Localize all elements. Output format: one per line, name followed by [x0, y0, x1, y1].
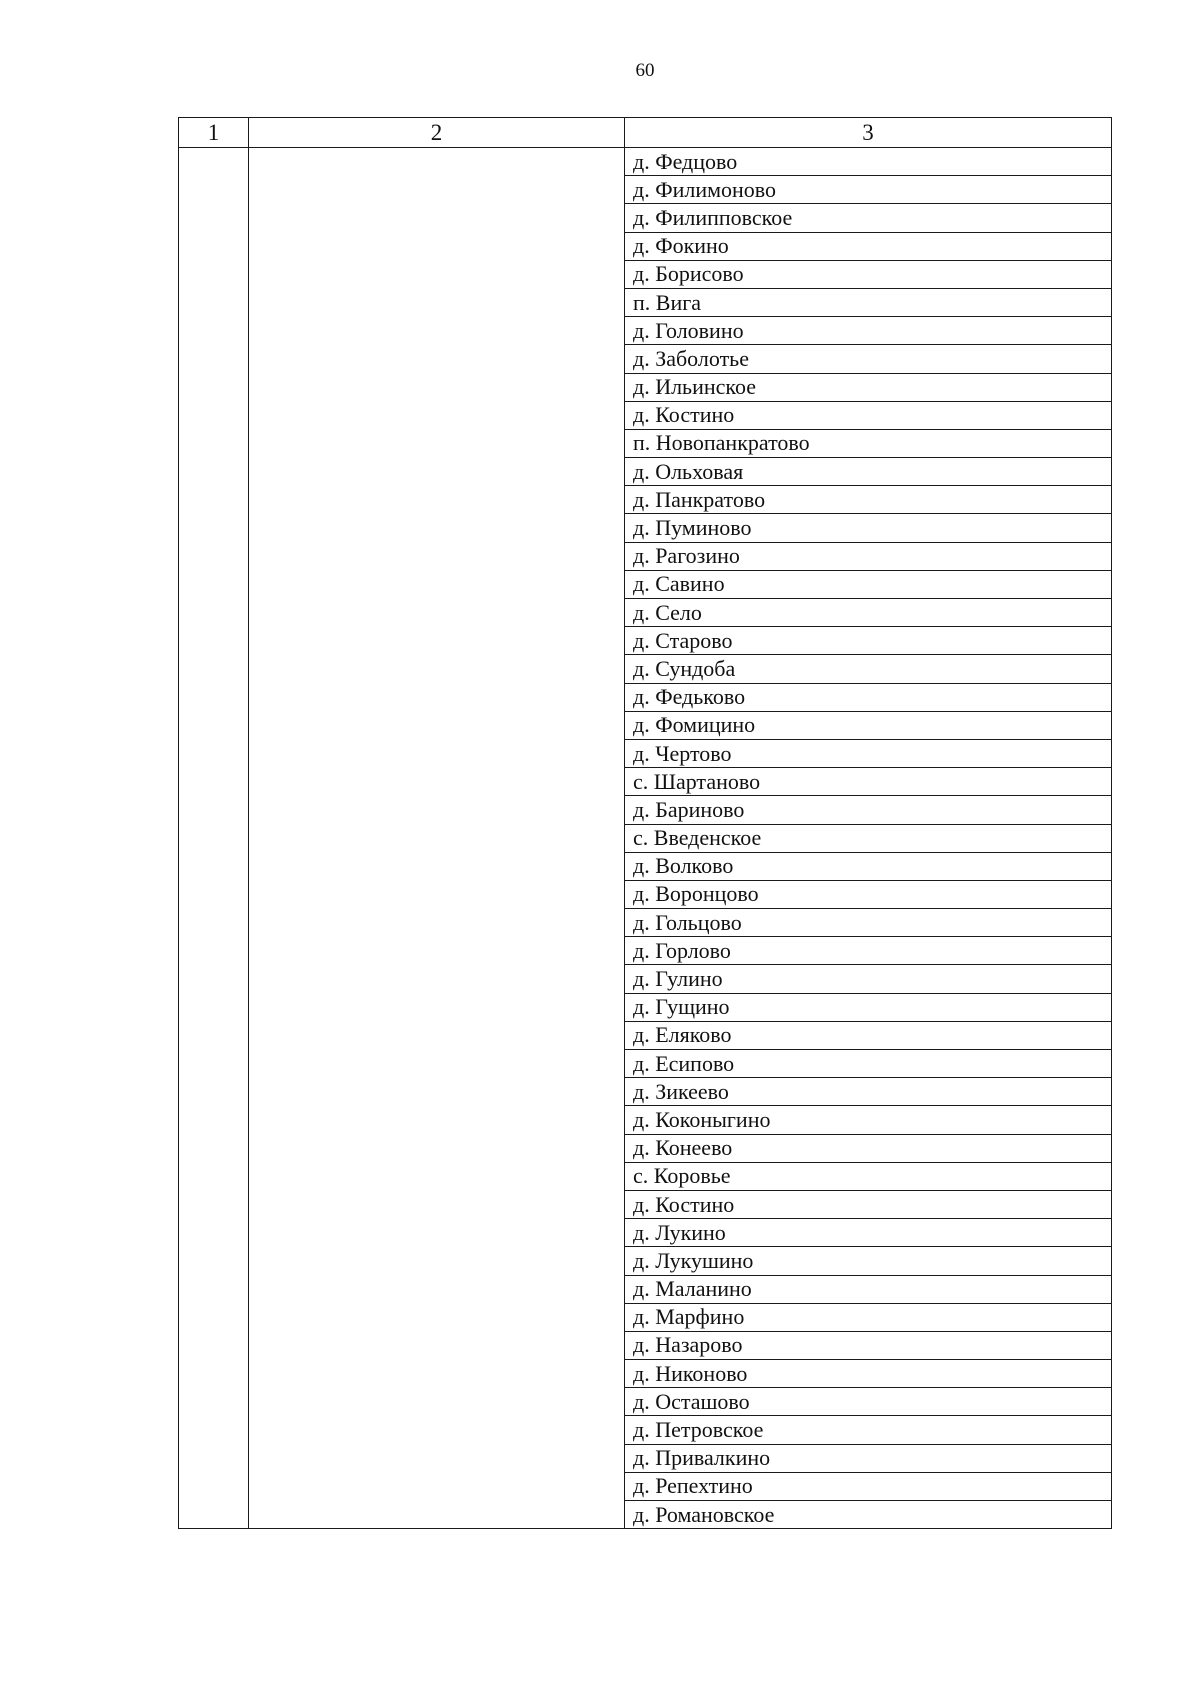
- settlement-name-cell: д. Фомицино: [625, 711, 1112, 739]
- settlement-name-cell: д. Лукушино: [625, 1247, 1112, 1275]
- settlement-name-cell: д. Заболотье: [625, 345, 1112, 373]
- settlement-name-cell: д. Борисово: [625, 260, 1112, 288]
- settlement-name-cell: с. Коровье: [625, 1162, 1112, 1190]
- settlement-name-cell: д. Филимоново: [625, 176, 1112, 204]
- settlement-name-cell: д. Старово: [625, 627, 1112, 655]
- settlement-name-cell: д. Ильинское: [625, 373, 1112, 401]
- settlement-name-cell: д. Зикеево: [625, 1078, 1112, 1106]
- settlement-name-cell: с. Шартаново: [625, 768, 1112, 796]
- settlement-name-cell: д. Ольховая: [625, 458, 1112, 486]
- settlement-name-cell: д. Репехтино: [625, 1472, 1112, 1500]
- settlement-name-cell: д. Костино: [625, 401, 1112, 429]
- settlement-name-cell: д. Филипповское: [625, 204, 1112, 232]
- settlement-name-cell: д. Чертово: [625, 739, 1112, 767]
- settlement-name-cell: д. Лукино: [625, 1219, 1112, 1247]
- settlement-name-cell: д. Назарово: [625, 1331, 1112, 1359]
- column-1-cell: [179, 148, 249, 1529]
- settlement-name-cell: д. Костино: [625, 1190, 1112, 1218]
- table-row: [179, 148, 1112, 176]
- settlement-name-cell: п. Новопанкратово: [625, 429, 1112, 457]
- table-body: [179, 148, 1112, 1529]
- settlement-name-cell: д. Осташово: [625, 1388, 1112, 1416]
- settlement-name-cell: д. Бариново: [625, 796, 1112, 824]
- settlement-name-cell: д. Сундоба: [625, 655, 1112, 683]
- settlement-name-cell: д. Село: [625, 599, 1112, 627]
- settlement-name-cell: д. Гущино: [625, 993, 1112, 1021]
- table-header: [179, 118, 1112, 148]
- settlement-name-cell: д. Еляково: [625, 1021, 1112, 1049]
- column-header-2: 2: [249, 118, 625, 148]
- settlement-name-cell: д. Фокино: [625, 232, 1112, 260]
- settlement-name-cell: п. Вига: [625, 288, 1112, 316]
- settlement-name-cell: д. Пуминово: [625, 514, 1112, 542]
- settlement-name-cell: д. Савино: [625, 570, 1112, 598]
- settlement-name-cell: д. Гольцово: [625, 909, 1112, 937]
- settlement-name-cell: д. Гулино: [625, 965, 1112, 993]
- settlement-name-cell: д. Федцово: [625, 148, 1112, 176]
- settlement-name-cell: д. Воронцово: [625, 880, 1112, 908]
- header-row: [179, 118, 1112, 148]
- settlement-name-cell: д. Рагозино: [625, 542, 1112, 570]
- settlement-name-cell: д. Федьково: [625, 683, 1112, 711]
- settlement-name-cell: д. Панкратово: [625, 486, 1112, 514]
- settlement-name-cell: д. Горлово: [625, 937, 1112, 965]
- settlement-name-cell: д. Марфино: [625, 1303, 1112, 1331]
- settlement-name-cell: д. Волково: [625, 852, 1112, 880]
- settlement-name-cell: д. Романовское: [625, 1501, 1112, 1529]
- settlement-name-cell: д. Маланино: [625, 1275, 1112, 1303]
- settlement-name-cell: д. Есипово: [625, 1050, 1112, 1078]
- settlement-name-cell: д. Головино: [625, 317, 1112, 345]
- settlement-name-cell: д. Коконыгино: [625, 1106, 1112, 1134]
- settlement-name-cell: д. Никоново: [625, 1360, 1112, 1388]
- settlement-name-cell: с. Введенское: [625, 824, 1112, 852]
- column-header-1: 1: [179, 118, 249, 148]
- column-header-3: 3: [625, 118, 1112, 148]
- settlement-name-cell: д. Петровское: [625, 1416, 1112, 1444]
- settlements-table: [178, 117, 1112, 1529]
- settlement-name-cell: д. Привалкино: [625, 1444, 1112, 1472]
- settlement-name-cell: д. Конеево: [625, 1134, 1112, 1162]
- column-2-cell: [249, 148, 625, 1529]
- page-number: 60: [635, 60, 655, 81]
